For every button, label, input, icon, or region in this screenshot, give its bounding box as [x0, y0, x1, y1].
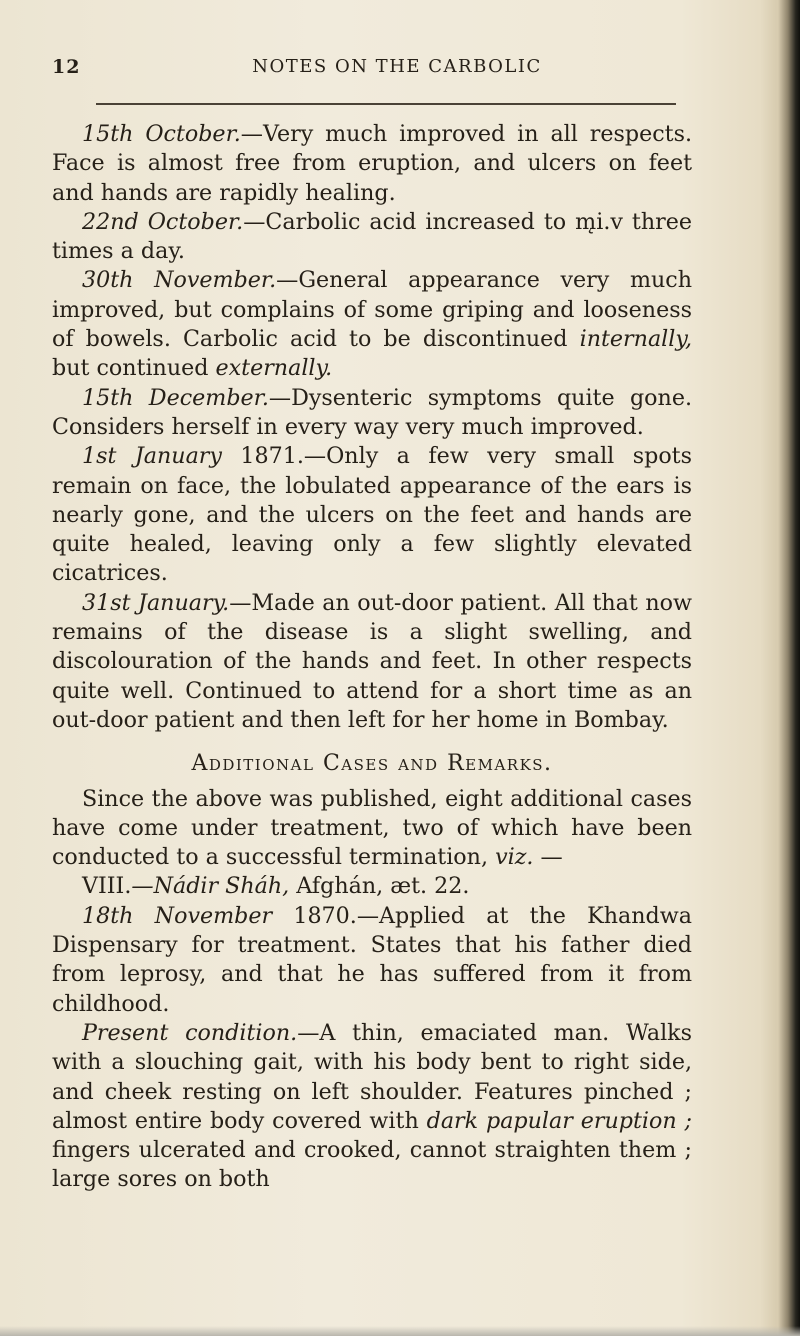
entry-date: 30th November.: [82, 267, 277, 294]
page-bottom-edge: [0, 1326, 800, 1336]
entry-paragraph: [52, 266, 692, 383]
entry-date: 15th December.: [82, 384, 269, 411]
entry-emphasis: externally.: [215, 355, 333, 382]
entry-text: fingers ulcerated and crooked, cannot straighten them ; large sores on both: [52, 1137, 692, 1193]
entry-paragraph: [52, 589, 692, 735]
entry-emphasis: dark papular eruption ;: [426, 1107, 692, 1134]
entry-date: 22nd October.: [82, 208, 244, 235]
entry-text: —General appearance very much improved, but complains of some griping and looseness of bowels. Carbolic acid to be discontinued: [52, 267, 692, 353]
body-text: [52, 120, 692, 1195]
entry-paragraph: [52, 384, 692, 443]
header-rule: [96, 103, 676, 105]
entry-paragraph: [52, 208, 692, 267]
entry-text: but continued: [52, 355, 216, 382]
section-intro: Since the above was published, eight additional cases have come under treatment, two of which have been conducted to a successful termination, viz. —: [52, 785, 692, 871]
case-header: [52, 872, 692, 901]
entry-text: —A thin, emaciated man. Walks with a slouching gait, with his body bent to right side, and cheek resting on left shoulder. Features pinched ; almost entire body covered with: [52, 1019, 692, 1134]
entry-text: —Dysenteric symptoms quite gone. Considers herself in every way very much improved.: [52, 384, 692, 440]
entry-paragraph: [52, 120, 692, 208]
entry-paragraph: [52, 902, 692, 1019]
intro-emphasis: viz.: [495, 844, 534, 871]
entry-text: 1870.—Applied at the Khandwa Dispensary for treatment. States that his father died from leprosy, and that he has suffered from it from childhood.: [52, 902, 692, 1017]
entry-paragraph: [52, 1019, 692, 1195]
running-head: [52, 56, 742, 86]
case-number: VIII.: [82, 873, 132, 900]
entry-text: —Very much improved in all respects. Face is almost free from eruption, and ulcers on feet and hands are rapidly healing.: [52, 121, 693, 206]
entry-text: —Made an out-door patient. All that now remains of the disease is a slight swelling, and discolouration of the hands and feet. In other respects quite well. Continued to attend for a short time as an out-door patient and then left for her home in Bombay.: [52, 589, 692, 733]
section-heading: Additional Cases and Remarks.: [191, 751, 553, 777]
entry-emphasis: internally,: [579, 326, 692, 353]
entry-date: 18th November: [82, 902, 273, 929]
entry-date: Present condition.: [82, 1019, 298, 1046]
entry-text: 1871.—Only a few very small spots remain on face, the lobulated appearance of the ears is nearly gone, and the ulcers on the feet and hands are quite healed, leaving only a few slightly elevated cicatrices.: [52, 443, 692, 587]
entry-text: —Carbolic acid increased to m̨i.v three times a day.: [52, 208, 692, 265]
book-spine-shadow: [778, 0, 800, 1336]
entry-paragraph: [52, 442, 692, 588]
case-detail: Afghán, æt. 22.: [289, 873, 470, 900]
entry-date: 15th October.: [82, 121, 241, 147]
entry-date: 31st January.: [82, 589, 230, 616]
page-number: 12: [52, 56, 81, 78]
running-title: NOTES ON THE CARBOLIC: [252, 56, 542, 77]
case-name: —Nádir Sháh,: [131, 873, 290, 900]
entry-date: 1st January: [82, 443, 222, 470]
